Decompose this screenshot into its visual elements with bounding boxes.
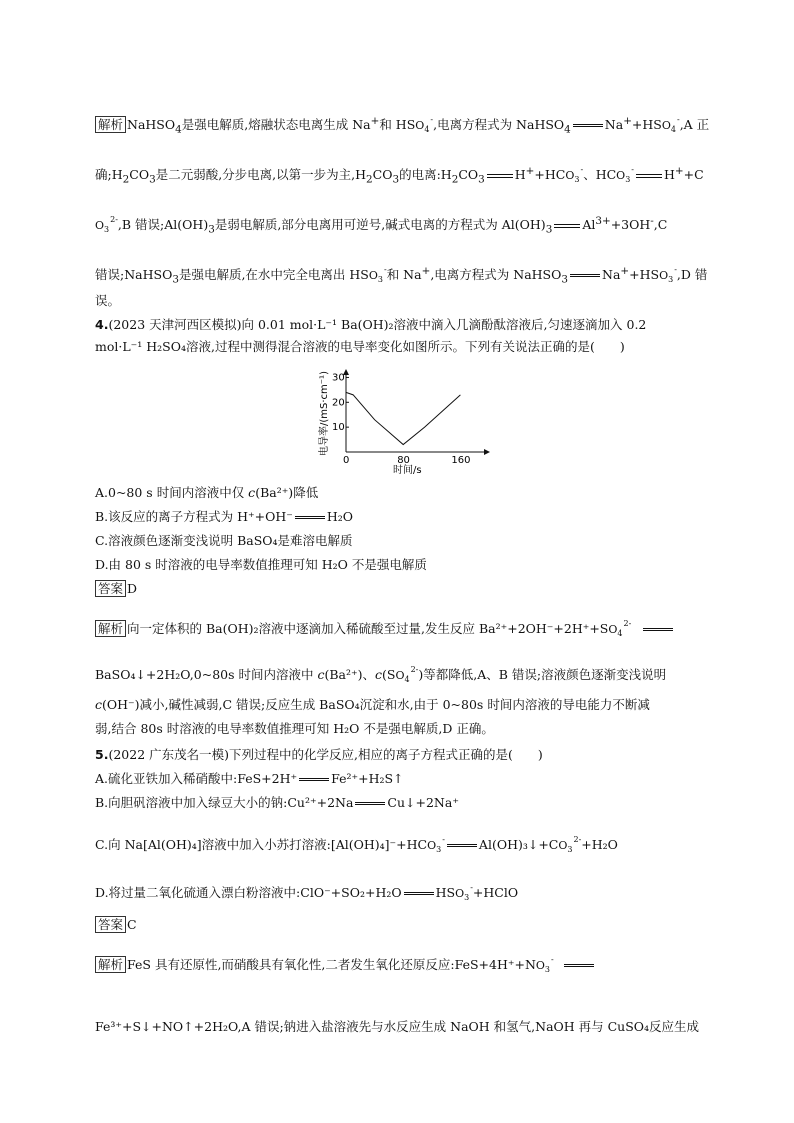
q5-analysis-line-2: Fe³⁺+S↓+NO↑+2H₂O,A 错误;钠进入盐溶液先与水反应生成 NaOH 和氢气,NaOH 再与 CuSO₄反应生成 — [95, 1019, 700, 1034]
analysis-tag: 解析 — [95, 620, 126, 637]
q4-option-c: C.溶液颜色逐渐变浅说明 BaSO₄是难溶电解质 — [95, 533, 353, 548]
analysis-tag: 解析 — [95, 116, 126, 133]
q4-stem-line-1: 4.(2023 天津河西区模拟)向 0.01 mol·L⁻¹ Ba(OH)₂溶液中滴入几滴酚酞溶液后,匀速逐滴加入 0.2 — [95, 317, 647, 332]
reversible-arrow — [636, 172, 662, 180]
q5-answer: 答案 C — [95, 916, 137, 934]
analysis-line-3: $O_3^{2-},B$ 错误$;Al(OH)_3$是弱电解质,部分电离用可逆号,碱式电离的方程式为 $Al(OH)_3$ $Al^{3+}+3OH^-,C$ — [95, 215, 668, 236]
q4-analysis-line-3: c(OH⁻)减小,碱性减弱,C 错误;反应生成 BaSO₄沉淀和水,由于 0~80s 时间内溶液的导电能力不断减 — [95, 697, 650, 712]
answer-tag: 答案 — [95, 916, 126, 933]
q4-analysis-line-2: BaSO₄↓+2H₂O,0~80s 时间内溶液中 c(Ba²⁺)、$c(SO_4^{2-})$等都降低,A、B 错误;溶液颜色逐渐变浅说明 — [95, 665, 667, 684]
analysis-line-5: 误。 — [95, 293, 121, 308]
conductivity-line — [346, 392, 460, 444]
q5-option-c: C.向 Na[Al(OH)₄]溶液中加入小苏打溶液$:[Al(OH)_4]^-+HCO_3^-$ $Al(OH)_3↓+CO_3^{2-}+H_2O$ — [95, 835, 618, 854]
analysis-line-2: 确$;H_2CO_3$是二元弱酸,分步电离,以第一步为主$,H_2CO_3$的电离$:H_2CO_3$ $H^++HCO_3^-$、$HCO_3^-$ H++C — [95, 165, 704, 186]
q5-option-b: B.向胆矾溶液中加入绿豆大小的钠:Cu²⁺+2Na Cu↓+2Na⁺ — [95, 795, 459, 810]
analysis-line-4: 错误;NaHSO$_3$是强电解质,在水中完全电离出 $HSO_3^-$和 Na+,电离方程式为 NaHSO$_3$ $Na^++HSO_3^-,D$ 错 — [95, 265, 708, 286]
reversible-arrow — [554, 222, 580, 230]
answer-tag: 答案 — [95, 580, 126, 597]
q4-option-d: D.由 80 s 时溶液的电导率数值推理可知 H₂O 不是强电解质 — [95, 557, 427, 572]
x-tick-label: 80 — [397, 455, 410, 466]
q5-analysis-line-1: 解析 FeS 具有还原性,而硝酸具有氧化性,二者发生氧化还原反应$:FeS+4H^++NO_3^-$ — [95, 956, 596, 976]
y-tick-label: 10 — [332, 422, 345, 434]
q4-answer: 答案 D — [95, 580, 137, 598]
conductivity-chart — [313, 366, 493, 476]
q4-stem-line-2: mol·L⁻¹ H₂SO₄溶液,过程中测得混合溶液的电导率变化如图所示。下列有关说法正确的是( ) — [95, 339, 625, 354]
q5-option-a: A.硫化亚铁加入稀硝酸中:FeS+2H⁺ Fe²⁺+H₂S↑ — [95, 771, 404, 786]
equals-sign — [573, 124, 603, 127]
x-tick-label: 0 — [343, 455, 350, 466]
q4-option-b: B.该反应的离子方程式为 H⁺+OH⁻ H₂O — [95, 509, 354, 524]
q5-stem: 5.(2022 广东茂名一模)下列过程中的化学反应,相应的离子方程式正确的是( ) — [95, 747, 543, 762]
analysis-tag: 解析 — [95, 956, 126, 973]
q4-option-a: A.0~80 s 时间内溶液中仅 c(Ba²⁺)降低 — [95, 485, 319, 500]
q4-analysis-line-4: 弱,结合 80s 时溶液的电导率数值推理可知 H₂O 不是强电解质,D 正确。 — [95, 721, 494, 736]
q4-analysis-line-1: 解析 向一定体积的 Ba(OH)₂溶液中逐滴加入稀硫酸至过量,发生反应 $Ba^{2+}+2OH^-+2H^++SO_4^{2-}$ — [95, 620, 675, 640]
analysis-line-1: 解析 NaHSO$_4$是强电解质,熔融状态电离生成 Na+和 $HSO_4^-$,电离方程式为 NaHSO$_4$ $Na^++HSO_4^-,A$ 正 — [95, 112, 709, 139]
reversible-arrow — [487, 172, 513, 180]
q5-option-d: D.将过量二氧化硫通入漂白粉溶液中:ClO⁻+SO₂+H₂O $HSO_3^-+HClO$ — [95, 883, 519, 902]
x-tick-label: 160 — [451, 455, 471, 466]
y-axis-label: 电导率/(mS·cm⁻¹) — [319, 371, 330, 456]
x-axis-label: 时间/s — [393, 465, 422, 476]
y-tick-label: 30 — [332, 372, 345, 384]
y-tick-label: 20 — [332, 397, 345, 409]
equals-sign — [570, 274, 600, 277]
